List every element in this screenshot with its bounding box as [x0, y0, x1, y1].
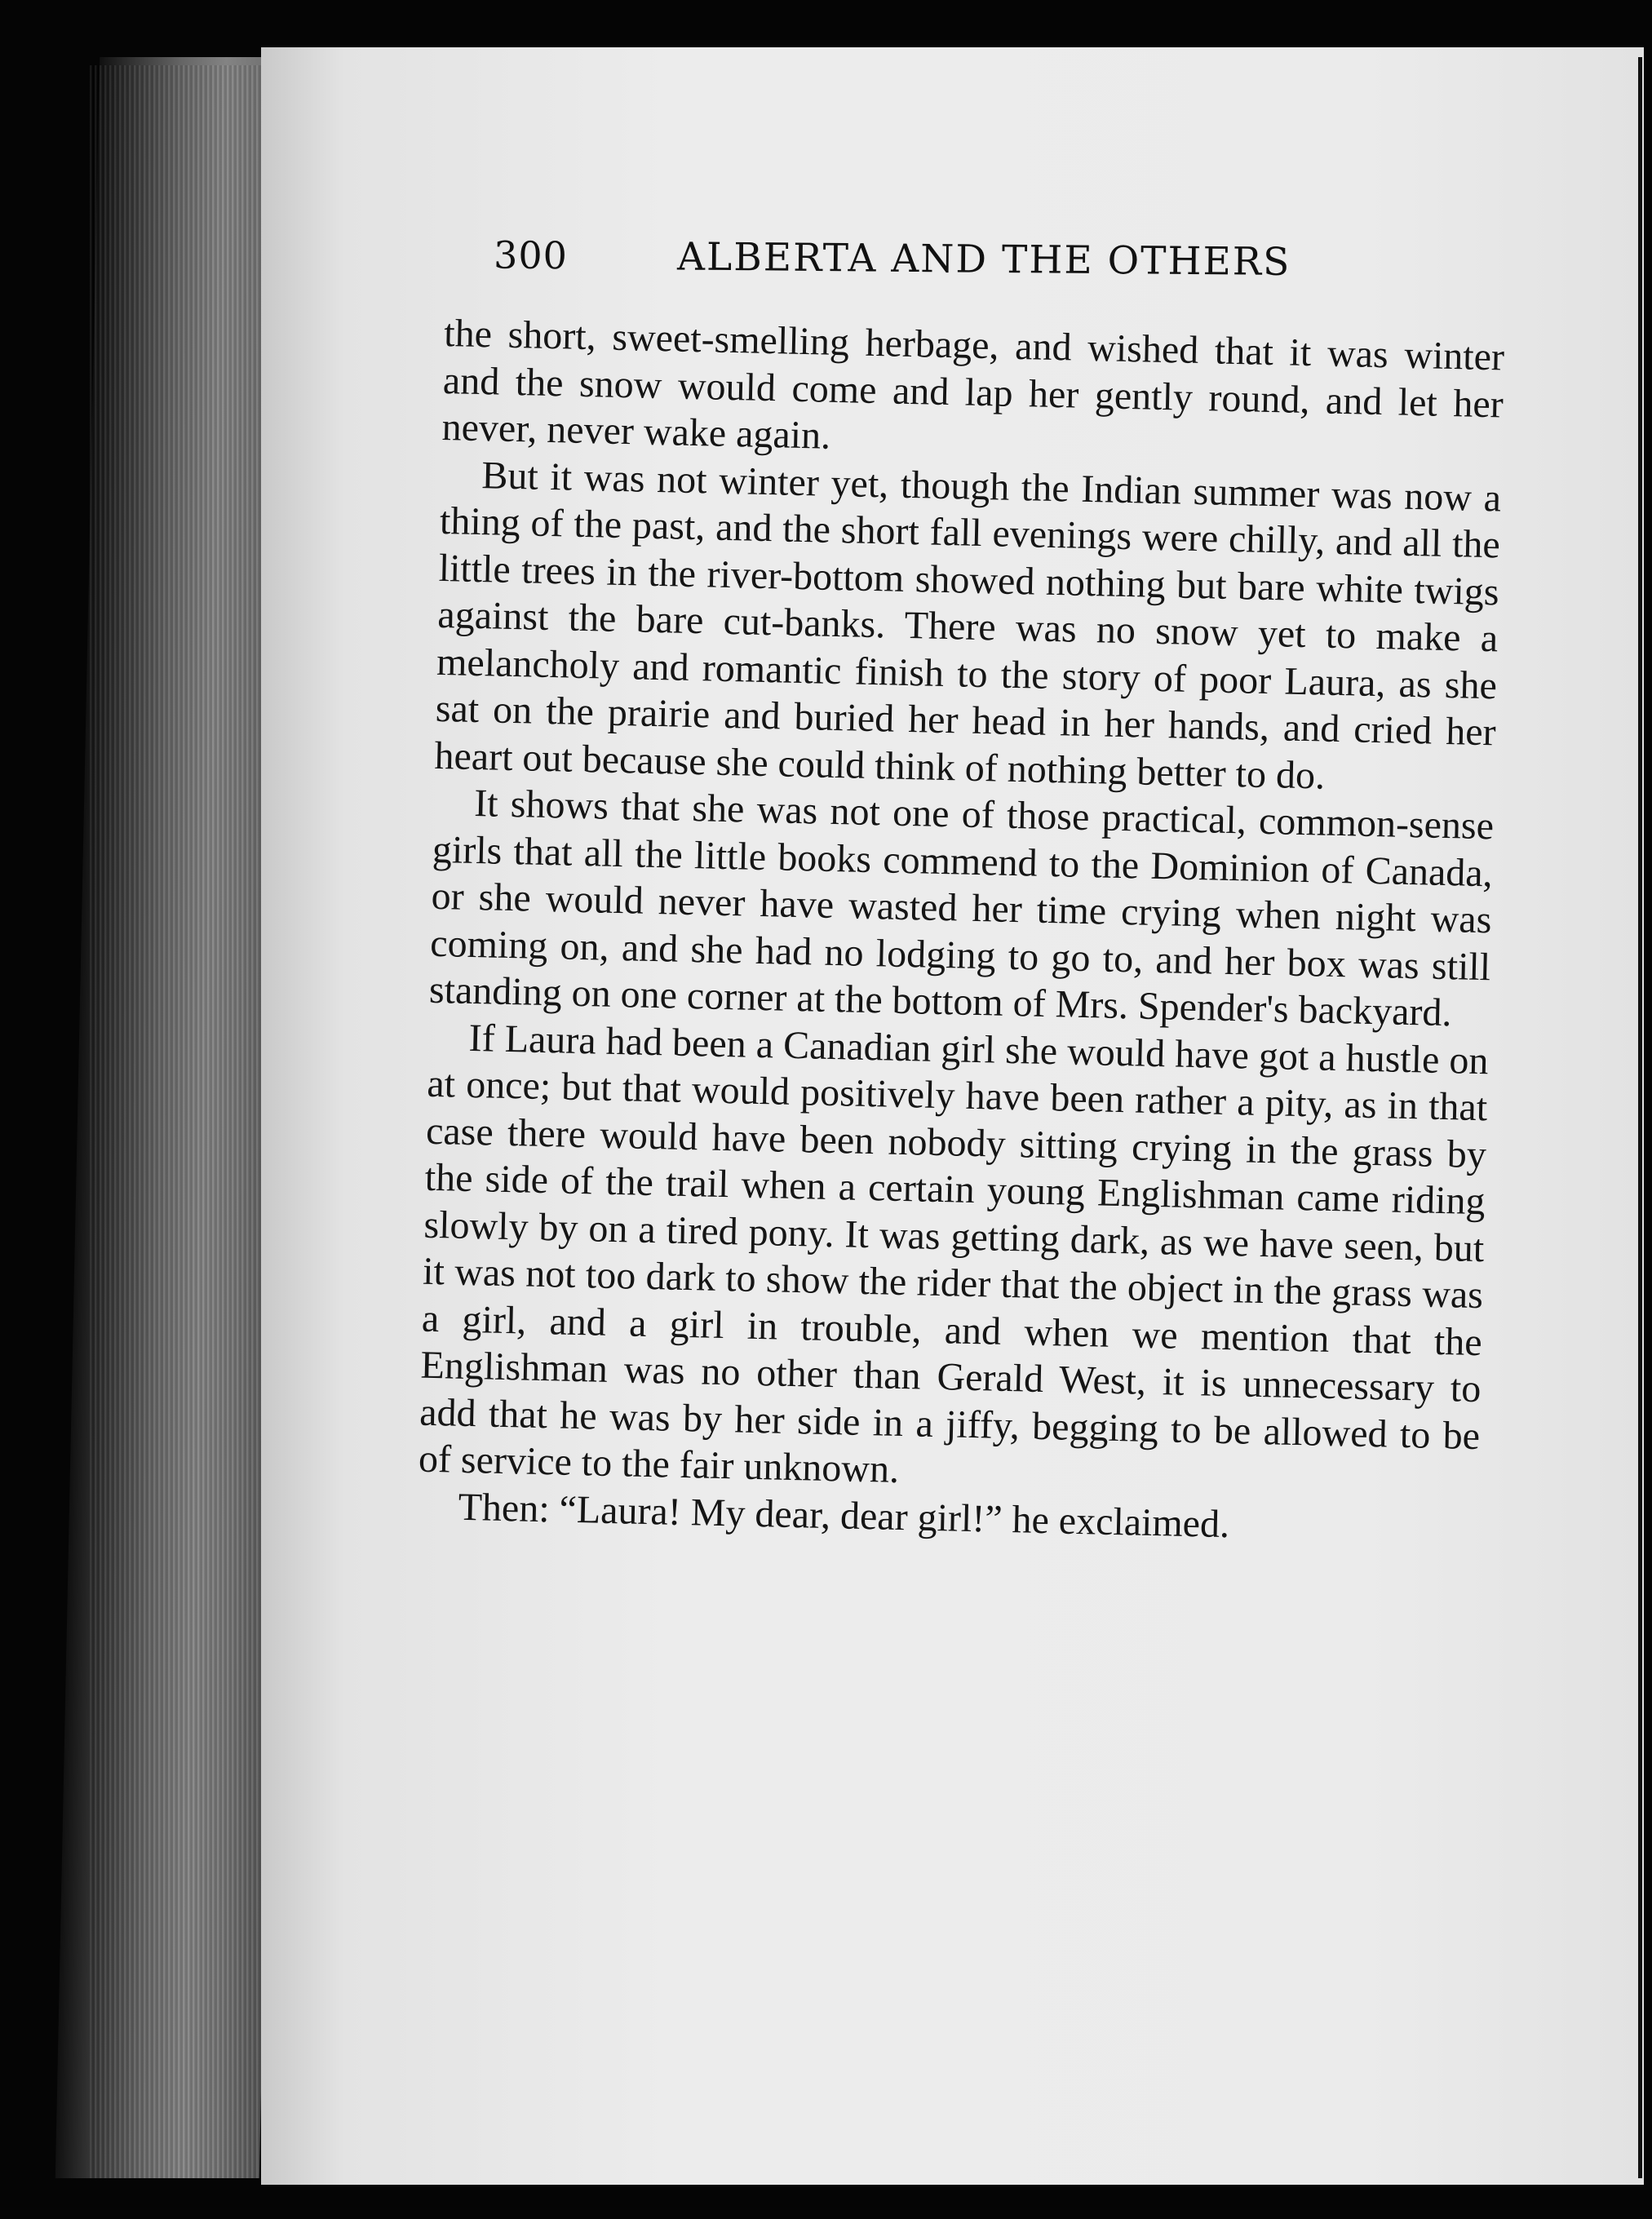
paragraph-1: the short, sweet-smelling herbage, and wished that it was winter and the snow would come and lap her gently round, and let her never, never wake again.	[441, 311, 1505, 458]
paragraph-4: If Laura had been a Canadian girl she would have got a hustle on at once; but that would positively have been rather a pity, as in that case there would have been nobody sitting crying in the grass by the side of the trail when a certain young Englishman came riding slowly by on a tired pony. It was getting dark, as we have seen, but it was not too dark to show the rider that the object in the grass was a girl, and a girl in trouble, and when we mention that the Englishman was no other than Gerald West, it is unnecessary to add that he was by her side in a jiffy, begging to be allowed to be of service to the fair unknown.	[418, 1016, 1490, 1491]
page-body	[417, 310, 1505, 1553]
page-header	[494, 233, 1335, 306]
paragraph-2: But it was not winter yet, though the Indian summer was now a thing of the past, and the short fall evenings were chilly, and all the little trees in the river-bottom showed nothing but bare white twigs against the bare cut-banks. There was no snow yet to make a melancholy and romantic finish to the story of poor Laura, as she sat on the prairie and buried her head in her hands, and cried her heart out because she could think of nothing better to do.	[434, 453, 1502, 798]
page-border-line	[1638, 57, 1642, 2178]
paragraph-3: It shows that she was not one of those practical, common-sense girls that all the little books commend to the Dominion of Canada, or she would never have wasted her time crying when night was coming on, and she had no lodging to go to, and her box was still standing on one corner at the bottom of Mrs. Spender's backyard.	[428, 781, 1495, 1035]
running-title: ALBERTA AND THE OTHERS	[676, 234, 1291, 286]
page-number: 300	[493, 233, 569, 278]
page-edges	[90, 65, 277, 2178]
paragraph-5: Then: “Laura! My dear, dear girl!” he exclaimed.	[458, 1485, 1230, 1546]
